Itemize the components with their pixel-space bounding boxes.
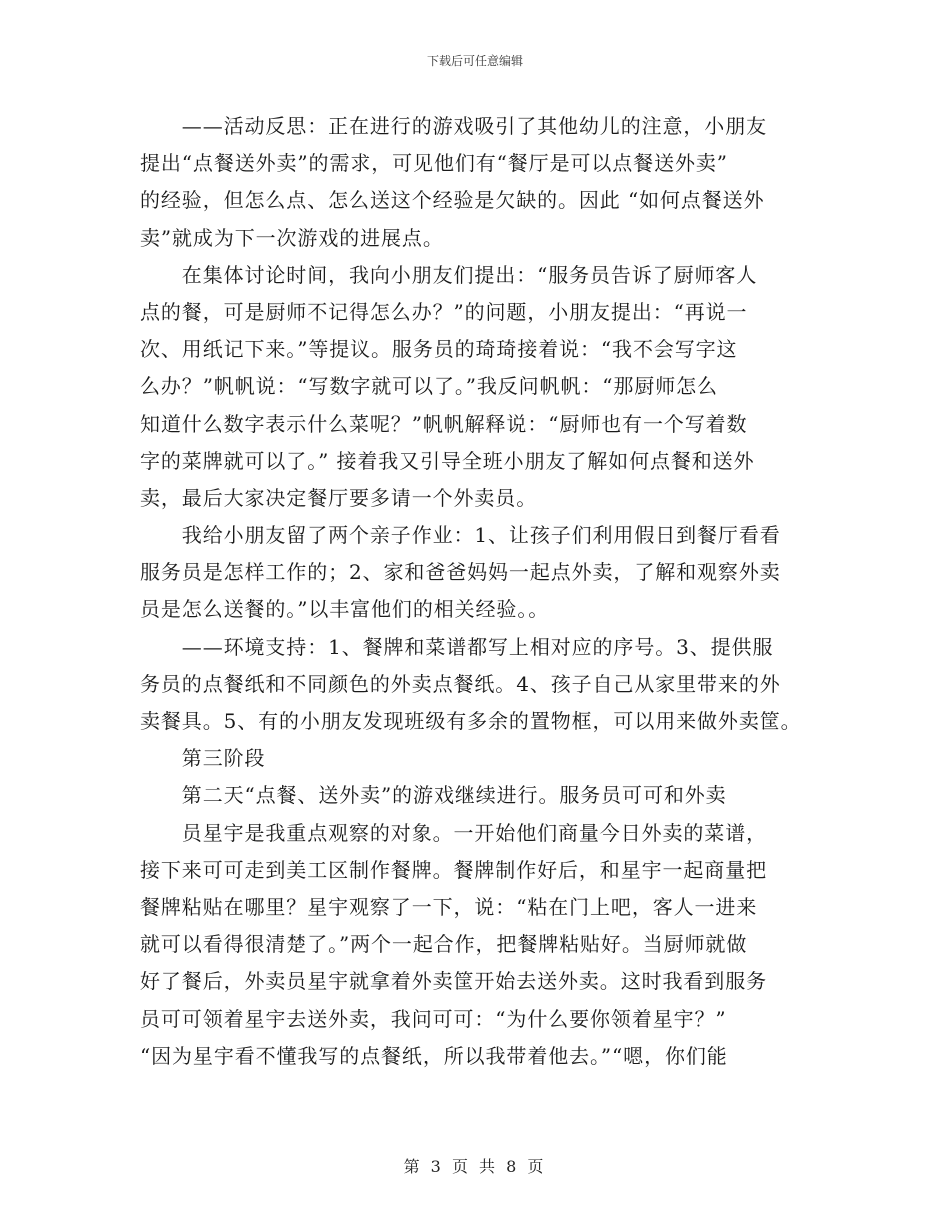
text-line: 提出“点餐送外卖”的需求，可见他们有“餐厅是可以点餐送外卖” (140, 151, 728, 176)
text-line: 第三阶段 (140, 746, 266, 771)
document-body (140, 108, 830, 1075)
page-footer: 第 3 页 共 8 页 (403, 1157, 547, 1176)
text-line: 点的餐，可是厨师不记得怎么办？”的问题，小朋友提出：“再说一 (140, 299, 748, 324)
text-line: 服务员是怎样工作的；2、家和爸爸妈妈一起点外卖，了解和观察外卖 (140, 560, 781, 585)
text-line: 么办？”帆帆说：“写数字就可以了。”我反问帆帆：“那厨师怎么 (140, 374, 718, 399)
text-line: 字的菜牌就可以了。” 接着我又引导全班小朋友了解如何点餐和送外 (140, 448, 755, 473)
text-line: 务员的点餐纸和不同颜色的外卖点餐纸。4、孩子自己从家里带来的外 (140, 671, 781, 696)
text-line: 第二天“点餐、送外卖”的游戏继续进行。服务员可可和外卖 (140, 783, 727, 808)
text-line: 在集体讨论时间，我向小朋友们提出：“服务员告诉了厨师客人 (140, 262, 758, 287)
page-header: 下载后可任意编辑 (426, 54, 523, 68)
text-line: 就可以看得很清楚了。”两个一起合作，把餐牌粘贴好。当厨师就做 (140, 932, 748, 957)
text-line: 卖”就成为下一次游戏的进展点。 (140, 225, 444, 250)
text-line: 员星宇是我重点观察的对象。一开始他们商量今日外卖的菜谱， (140, 820, 767, 845)
text-line: 卖餐具。5、有的小朋友发现班级有多余的置物框，可以用来做外卖筐。 (140, 709, 802, 733)
text-line: 我给小朋友留了两个亲子作业：1、让孩子们利用假日到餐厅看看 (140, 523, 781, 548)
text-line: 员是怎么送餐的。”以丰富他们的相关经验。。 (140, 597, 550, 622)
text-line: 好了餐后，外卖员星宇就拿着外卖筐开始去送外卖。这时我看到服务 (140, 969, 767, 994)
text-line: 餐牌粘贴在哪里？星宇观察了一下，说：“粘在门上吧，客人一进来 (140, 894, 758, 919)
text-line: ——活动反思：正在进行的游戏吸引了其他幼儿的注意，小朋友 (140, 114, 767, 138)
text-line: ——环境支持：1、餐牌和菜谱都写上相对应的序号。3、提供服 (140, 634, 774, 659)
text-line: “因为星宇看不懂我写的点餐纸，所以我带着他去。”“嗯，你们能 (140, 1043, 728, 1068)
text-line: 员可可领着星宇去送外卖，我问可可：“为什么要你领着星宇？” (140, 1006, 727, 1031)
text-line: 知道什么数字表示什么菜呢？”帆帆解释说：“厨师也有一个写着数 (140, 411, 748, 436)
text-line: 的经验，但怎么点、怎么送这个经验是欠缺的。因此 “如何点餐送外 (140, 188, 765, 213)
text-line: 卖，最后大家决定餐厅要多请一个外卖员。 (140, 485, 538, 510)
text-line: 接下来可可走到美工区制作餐牌。餐牌制作好后，和星宇一起商量把 (140, 857, 767, 882)
text-line: 次、用纸记下来。”等提议。服务员的琦琦接着说：“我不会写字这 (140, 337, 738, 362)
